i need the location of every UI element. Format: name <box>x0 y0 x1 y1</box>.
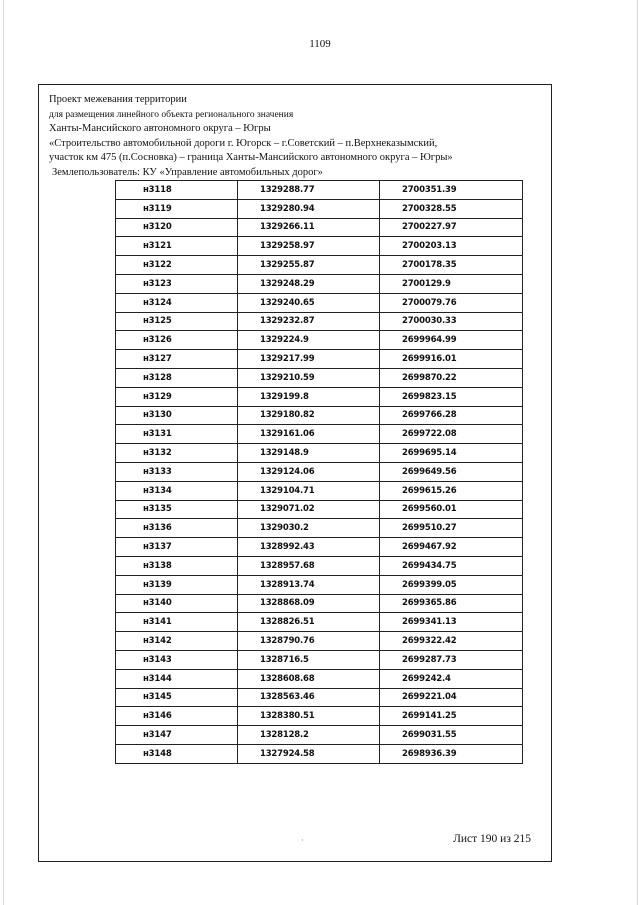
y-coordinate-cell: 2699649.56 <box>380 462 523 481</box>
y-coordinate-cell: 2699365.86 <box>380 594 523 613</box>
table-row <box>116 274 523 293</box>
point-id-cell: н3122 <box>116 256 238 275</box>
x-coordinate-cell: 1328716.5 <box>238 650 380 669</box>
table-row <box>116 350 523 369</box>
point-id-cell: н3138 <box>116 556 238 575</box>
x-coordinate-cell: 1329240.65 <box>238 293 380 312</box>
y-coordinate-cell: 2699141.25 <box>380 707 523 726</box>
table-row <box>116 256 523 275</box>
header-line-section: участок км 475 (п.Сосновка) – граница Ханты-Мансийского автономного округа – Югры» <box>49 152 453 163</box>
x-coordinate-cell: 1329280.94 <box>238 199 380 218</box>
x-coordinate-cell: 1329255.87 <box>238 256 380 275</box>
table-row <box>116 500 523 519</box>
point-id-cell: н3127 <box>116 350 238 369</box>
table-row <box>116 293 523 312</box>
point-id-cell: н3143 <box>116 650 238 669</box>
table-row <box>116 444 523 463</box>
x-coordinate-cell: 1329148.9 <box>238 444 380 463</box>
y-coordinate-cell: 2699615.26 <box>380 481 523 500</box>
point-id-cell: н3124 <box>116 293 238 312</box>
table-row <box>116 387 523 406</box>
y-coordinate-cell: 2700030.33 <box>380 312 523 331</box>
header-line-object: «Строительство автомобильной дороги г. Югорск – г.Советский – п.Верхнеказымский, <box>49 137 438 149</box>
y-coordinate-cell: 2698936.39 <box>380 744 523 763</box>
table-row <box>116 632 523 651</box>
table-row <box>116 331 523 350</box>
y-coordinate-cell: 2699560.01 <box>380 500 523 519</box>
table-row <box>116 425 523 444</box>
x-coordinate-cell: 1329288.77 <box>238 181 380 200</box>
point-id-cell: н3135 <box>116 500 238 519</box>
table-row <box>116 519 523 538</box>
scan-edge-right <box>637 0 638 905</box>
y-coordinate-cell: 2700079.76 <box>380 293 523 312</box>
point-id-cell: н3119 <box>116 199 238 218</box>
table-row <box>116 481 523 500</box>
point-id-cell: н3125 <box>116 312 238 331</box>
table-row <box>116 575 523 594</box>
y-coordinate-cell: 2699467.92 <box>380 538 523 557</box>
point-id-cell: н3126 <box>116 331 238 350</box>
point-id-cell: н3147 <box>116 726 238 745</box>
table-row <box>116 556 523 575</box>
x-coordinate-cell: 1327924.58 <box>238 744 380 763</box>
y-coordinate-cell: 2700203.13 <box>380 237 523 256</box>
x-coordinate-cell: 1329248.29 <box>238 274 380 293</box>
y-coordinate-cell: 2699870.22 <box>380 368 523 387</box>
document-header <box>49 93 539 180</box>
table-row <box>116 181 523 200</box>
point-id-cell: н3137 <box>116 538 238 557</box>
y-coordinate-cell: 2699964.99 <box>380 331 523 350</box>
x-coordinate-cell: 1328913.74 <box>238 575 380 594</box>
y-coordinate-cell: 2699434.75 <box>380 556 523 575</box>
y-coordinate-cell: 2699722.08 <box>380 425 523 444</box>
y-coordinate-cell: 2699031.55 <box>380 726 523 745</box>
y-coordinate-cell: 2699221.04 <box>380 688 523 707</box>
point-id-cell: н3145 <box>116 688 238 707</box>
table-row <box>116 688 523 707</box>
point-id-cell: н3133 <box>116 462 238 481</box>
table-row <box>116 613 523 632</box>
x-coordinate-cell: 1328563.46 <box>238 688 380 707</box>
point-id-cell: н3146 <box>116 707 238 726</box>
point-id-cell: н3128 <box>116 368 238 387</box>
x-coordinate-cell: 1329217.99 <box>238 350 380 369</box>
y-coordinate-cell: 2700227.97 <box>380 218 523 237</box>
x-coordinate-cell: 1328128.2 <box>238 726 380 745</box>
point-id-cell: н3139 <box>116 575 238 594</box>
coordinates-table-body <box>116 181 523 764</box>
scan-edge-left <box>3 0 4 905</box>
coordinates-table <box>115 180 523 764</box>
table-row <box>116 199 523 218</box>
x-coordinate-cell: 1329180.82 <box>238 406 380 425</box>
point-id-cell: н3132 <box>116 444 238 463</box>
header-line-project: Проект межевания территории <box>49 94 187 105</box>
y-coordinate-cell: 2699766.28 <box>380 406 523 425</box>
point-id-cell: н3121 <box>116 237 238 256</box>
table-row <box>116 462 523 481</box>
x-coordinate-cell: 1328608.68 <box>238 669 380 688</box>
x-coordinate-cell: 1329030.2 <box>238 519 380 538</box>
point-id-cell: н3148 <box>116 744 238 763</box>
y-coordinate-cell: 2699242.4 <box>380 669 523 688</box>
x-coordinate-cell: 1329124.06 <box>238 462 380 481</box>
x-coordinate-cell: 1329258.97 <box>238 237 380 256</box>
point-id-cell: н3142 <box>116 632 238 651</box>
y-coordinate-cell: 2699916.01 <box>380 350 523 369</box>
x-coordinate-cell: 1329161.06 <box>238 425 380 444</box>
x-coordinate-cell: 1329104.71 <box>238 481 380 500</box>
x-coordinate-cell: 1329232.87 <box>238 312 380 331</box>
x-coordinate-cell: 1329266.11 <box>238 218 380 237</box>
table-row <box>116 726 523 745</box>
y-coordinate-cell: 2700328.55 <box>380 199 523 218</box>
table-row <box>116 406 523 425</box>
point-id-cell: н3140 <box>116 594 238 613</box>
table-row <box>116 312 523 331</box>
x-coordinate-cell: 1329224.9 <box>238 331 380 350</box>
table-row <box>116 368 523 387</box>
y-coordinate-cell: 2699510.27 <box>380 519 523 538</box>
y-coordinate-cell: 2699341.13 <box>380 613 523 632</box>
header-line-region: Ханты-Мансийского автономного округа – Югры <box>49 123 271 134</box>
table-row <box>116 538 523 557</box>
x-coordinate-cell: 1328957.68 <box>238 556 380 575</box>
point-id-cell: н3134 <box>116 481 238 500</box>
y-coordinate-cell: 2700351.39 <box>380 181 523 200</box>
point-id-cell: н3130 <box>116 406 238 425</box>
point-id-cell: н3136 <box>116 519 238 538</box>
table-row <box>116 594 523 613</box>
y-coordinate-cell: 2699399.05 <box>380 575 523 594</box>
table-row <box>116 237 523 256</box>
y-coordinate-cell: 2700178.35 <box>380 256 523 275</box>
point-id-cell: н3123 <box>116 274 238 293</box>
table-row <box>116 218 523 237</box>
table-row <box>116 650 523 669</box>
table-row <box>116 744 523 763</box>
point-id-cell: н3131 <box>116 425 238 444</box>
point-id-cell: н3129 <box>116 387 238 406</box>
header-line-land-user: Землепользователь: КУ «Управление автомобильных дорог» <box>52 166 323 178</box>
table-row <box>116 669 523 688</box>
document-frame <box>38 84 552 862</box>
x-coordinate-cell: 1328790.76 <box>238 632 380 651</box>
y-coordinate-cell: 2699287.73 <box>380 650 523 669</box>
x-coordinate-cell: 1328868.09 <box>238 594 380 613</box>
y-coordinate-cell: 2699695.14 <box>380 444 523 463</box>
x-coordinate-cell: 1328992.43 <box>238 538 380 557</box>
y-coordinate-cell: 2700129.9 <box>380 274 523 293</box>
point-id-cell: н3120 <box>116 218 238 237</box>
y-coordinate-cell: 2699823.15 <box>380 387 523 406</box>
point-id-cell: н3141 <box>116 613 238 632</box>
point-id-cell: н3144 <box>116 669 238 688</box>
x-coordinate-cell: 1329199.8 <box>238 387 380 406</box>
page-number: 1109 <box>309 38 331 50</box>
y-coordinate-cell: 2699322.42 <box>380 632 523 651</box>
table-row <box>116 707 523 726</box>
x-coordinate-cell: 1328826.51 <box>238 613 380 632</box>
x-coordinate-cell: 1329071.02 <box>238 500 380 519</box>
scan-mark: · <box>301 836 304 845</box>
header-line-purpose: для размещения линейного объекта регионального значения <box>49 109 294 120</box>
x-coordinate-cell: 1329210.59 <box>238 368 380 387</box>
point-id-cell: н3118 <box>116 181 238 200</box>
sheet-counter: Лист 190 из 215 <box>453 833 531 845</box>
x-coordinate-cell: 1328380.51 <box>238 707 380 726</box>
